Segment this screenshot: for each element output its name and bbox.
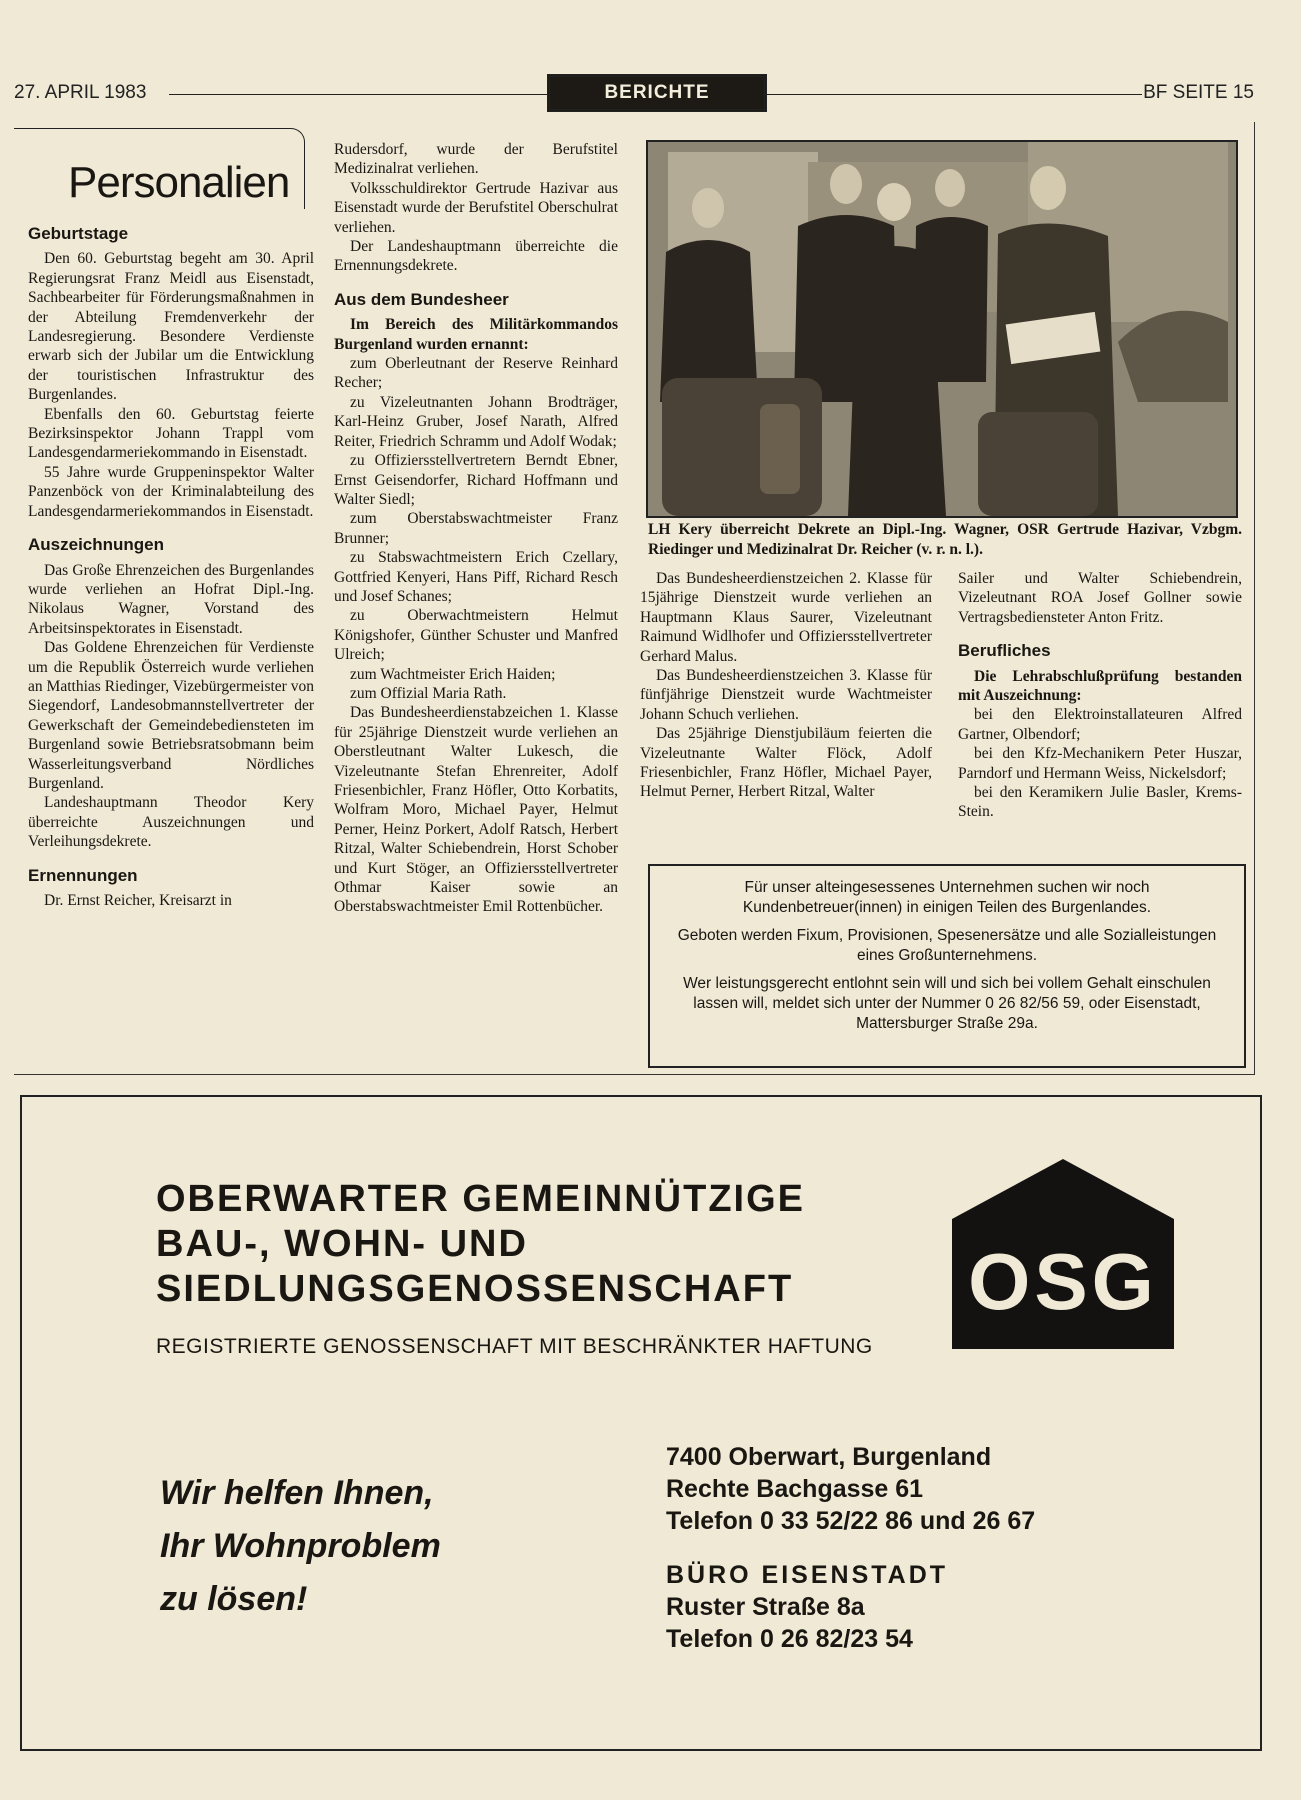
logo-letters: OSG [968, 1237, 1158, 1326]
company-subtitle: REGISTRIERTE GENOSSENSCHAFT MIT BESCHRÄNKTER HAFTUNG [156, 1335, 873, 1358]
slogan-line: Wir helfen Ihnen, [160, 1474, 434, 1512]
job-ad-text: Geboten werden Fixum, Provisionen, Spesenersätze und alle Sozialleistungen eines Großunternehmens. [677, 927, 1217, 964]
paragraph: zum Oberstabswachtmeister Franz Brunner; [334, 510, 618, 547]
paragraph: 55 Jahre wurde Gruppeninspektor Walter Panzenböck von der Kriminalabteilung des Landesgendarmeriekommandos in Eisenstadt. [28, 463, 314, 520]
paragraph: bei den Kfz-Mechanikern Peter Huszar, Parndorf und Hermann Weiss, Nickelsdorf; [958, 745, 1242, 782]
news-photo [646, 140, 1238, 518]
job-ad-text: Wer leistungsgerecht entlohnt sein will und sich bei vollem Gehalt einschulen lassen will, meldet sich unter der Nummer 0 26 82/56 59, oder Eisenstadt, Mattersburger Straße 29a. [683, 975, 1211, 1032]
column-3 [640, 569, 932, 802]
header-rule-left [169, 94, 547, 95]
kicker-box [14, 128, 306, 210]
slogan-line: zu lösen! [160, 1580, 308, 1618]
paragraph: zu Oberwachtmeistern Helmut Königshofer, Günther Schuster und Manfred Ulreich; [334, 607, 618, 664]
company-name-line: SIEDLUNGSGENOSSENSCHAFT [156, 1268, 794, 1310]
paragraph: Das 25jährige Dienstjubiläum feierten die Vizeleutnante Walter Flöck, Adolf Friesenbichler, Franz Höfler, Michael Payer, Helmut Perner, Herbert Ritzal, Walter [640, 725, 932, 801]
paragraph: zu Offiziersstellvertretern Berndt Ebner, Ernst Geisendorfer, Richard Hoffmann und Walter Siedl; [334, 452, 618, 508]
address-line: Ruster Straße 8a [666, 1593, 865, 1621]
page-header [14, 68, 1254, 116]
heading-bundesheer: Aus dem Bundesheer [334, 289, 509, 309]
company-name [156, 1177, 805, 1312]
slogan-line: Ihr Wohnproblem [160, 1527, 441, 1565]
column-1 [28, 224, 314, 910]
paragraph: Dr. Ernst Reicher, Kreisarzt in [44, 892, 232, 909]
header-rule-right [764, 94, 1142, 95]
paragraph: Das Bundesheerdienstabzeichen 1. Klasse für 25jährige Dienstzeit wurde verliehen an Oberstleutnant Walter Lukesch, die Vizeleutnante Stefan Ehrenreiter, Adolf Friesenbichler, Franz Höfler, Otto Korbatits, Wolfram Moro, Michael Payer, Helmut Perner, Heinz Porkert, Adolf Ratsch, Herbert Ritzal, Walter Schiebendrein, Horst Schober und Kurt Stöger, an Offiziersstellvertreter Othmar Kaiser sowie an Oberstabswachtmeister Emil Rottenbücher. [334, 704, 618, 916]
spacer [666, 1537, 1035, 1559]
address-line: 7400 Oberwart, Burgenland [666, 1443, 992, 1471]
paragraph: Das Bundesheerdienstzeichen 3. Klasse für fünfjährige Dienstzeit wurde Wachtmeister Johann Schuch verliehen. [640, 667, 932, 723]
paragraph: zum Wachtmeister Erich Haiden; [350, 665, 556, 683]
job-advertisement [648, 864, 1246, 1068]
section-label: BERICHTE [547, 74, 767, 112]
paragraph: Landeshauptmann Theodor Kery überreichte Auszeichnungen und Verleihungsdekrete. [28, 794, 314, 851]
paragraph: Das Große Ehrenzeichen des Burgenlandes wurde verliehen an Hofrat Dipl.-Ing. Nikolaus Wagner, Vorstand des Arbeitsinspektorates in Eisenstadt. [28, 561, 314, 637]
issue-date: 27. APRIL 1983 [14, 82, 147, 103]
page-number: BF SEITE 15 [1143, 82, 1254, 103]
paragraph: zu Stabswachtmeistern Erich Czellary, Gottfried Kenyeri, Hans Piff, Richard Resch und Josef Schanes; [334, 549, 618, 605]
paragraph: zum Offizial Maria Rath. [350, 684, 507, 702]
kicker-title: Personalien [64, 158, 293, 208]
photo-illustration [648, 142, 1236, 516]
heading-auszeichnungen: Auszeichnungen [28, 535, 165, 555]
phone-line: Telefon 0 26 82/23 54 [666, 1625, 913, 1653]
paragraph: bei den Keramikern Julie Basler, Krems-Stein. [958, 784, 1242, 821]
paragraph: Im Bereich des Militärkommandos Burgenland wurden ernannt: [334, 316, 618, 353]
column-4 [958, 569, 1242, 822]
column-2 [334, 140, 618, 917]
phone-line: Telefon 0 33 52/22 86 und 26 67 [666, 1507, 1036, 1535]
address-line: Rechte Bachgasse 61 [666, 1475, 924, 1503]
heading-geburtstage: Geburtstage [28, 224, 129, 243]
company-name-line: OBERWARTER GEMEINNÜTZIGE [156, 1178, 805, 1220]
heading-ernennungen: Ernennungen [28, 865, 138, 885]
paragraph: Der Landeshauptmann überreichte die Ernennungsdekrete. [334, 238, 618, 275]
paragraph: zum Oberleutnant der Reserve Reinhard Recher; [334, 355, 618, 392]
contact-block [666, 1441, 1035, 1655]
company-name-line: BAU-, WOHN- UND [156, 1223, 528, 1265]
paragraph: Die Lehrabschlußprüfung bestanden mit Auszeichnung: [958, 667, 1242, 705]
paragraph: Das Goldene Ehrenzeichen für Verdienste um die Republik Österreich wurde verliehen an Matthias Riedinger, Vizebürgermeister von Siegendorf, Landesobmannstellvertreter der Gewerkschaft der Gemeindebediensteten im Burgenland sowie Betriebsratsobmann beim Wasserleitungsverband Nördliches Burgenland. [28, 639, 314, 792]
paragraph: zu Vizeleutnanten Johann Brodträger, Karl-Heinz Gruber, Josef Narath, Alfred Reiter, Friedrich Schramm und Adolf Wodak; [334, 393, 618, 450]
paragraph: Rudersdorf, wurde der Berufstitel Medizinalrat verliehen. [334, 141, 618, 178]
heading-berufliches: Berufliches [958, 641, 1051, 661]
job-ad-text: Für unser alteingesessenes Unternehmen suchen wir noch Kundenbetreuer(innen) in einigen Teilen des Burgenlandes. [742, 879, 1152, 916]
paragraph: Ebenfalls den 60. Geburtstag feierte Bezirksinspektor Johann Trappl vom Landesgendarmeriekommando in Eisenstadt. [28, 405, 314, 462]
paragraph: Den 60. Geburtstag begeht am 30. April Regierungsrat Franz Meidl aus Eisenstadt, Sachbearbeiter für Förderungsmaßnahmen in der Abteilung Fremdenverkehr der Landesregierung. Besondere Verdienste erwarb sich der Jubilar um die Entwicklung der touristischen Infrastruktur des Burgenlandes. [28, 250, 314, 404]
paragraph: bei den Elektroinstallateuren Alfred Gartner, Olbendorf; [958, 706, 1242, 743]
paragraph: Das Bundesheerdienstzeichen 2. Klasse für 15jährige Dienstzeit wurde verliehen an Hauptmann Klaus Saurer, Vizeleutnant Raimund Widlhofer und Offiziersstellvertreter Gerhard Malus. [640, 570, 932, 665]
photo-caption: LH Kery überreicht Dekrete an Dipl.-Ing. Wagner, OSR Gertrude Hazivar, Vzbgm. Riedinger und Medizinalrat Dr. Reicher (v. r. n. l.). [648, 521, 1242, 558]
slogan [160, 1467, 441, 1626]
osg-logo-icon [952, 1159, 1174, 1349]
paragraph: Volksschuldirektor Gertrude Hazivar aus Eisenstadt wurde der Berufstitel Oberschulrat verliehen. [334, 179, 618, 236]
osg-advertisement [20, 1095, 1262, 1751]
paragraph: Sailer und Walter Schiebendrein, Vizeleutnant ROA Josef Gollner sowie Vertragsbediensteter Anton Fritz. [958, 570, 1242, 626]
office-title: BÜRO EISENSTADT [666, 1561, 949, 1589]
